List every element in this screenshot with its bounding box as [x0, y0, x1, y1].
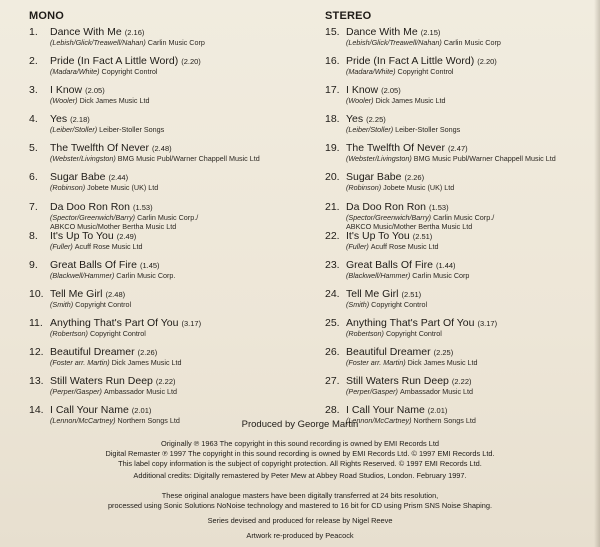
track-writers: (Perper/Gasper) [346, 387, 398, 397]
track-publisher: Acuff Rose Music Ltd [370, 241, 439, 251]
track-writers: (Leiber/Stoller) [50, 125, 98, 135]
track-duration: (2.51) [412, 231, 433, 241]
track-title-text: The Twelfth Of Never [50, 142, 150, 155]
track-title-text: I Call Your Name [346, 404, 425, 417]
track-duration: (2.26) [404, 173, 425, 183]
track-title-text: Still Waters Run Deep [50, 375, 153, 388]
track-writers: (Robertson) [346, 328, 384, 338]
track-number: 5. [29, 142, 38, 155]
track-publisher: Carlin Music Corp [443, 38, 501, 47]
stereo-column [325, 9, 600, 433]
track-title-text: Still Waters Run Deep [346, 375, 449, 388]
track-row [29, 375, 314, 404]
track-publisher: Dick James Music Ltd [407, 358, 478, 368]
track-row [325, 113, 600, 142]
track-duration: (1.53) [428, 202, 449, 212]
track-number: 23. [325, 258, 340, 271]
track-writers: (Lennon/McCartney) [50, 416, 116, 426]
track-row [325, 259, 600, 288]
track-duration: (2.05) [85, 86, 105, 96]
track-credit [50, 387, 177, 396]
track-publisher-cont: ABKCO Music/Mother Bertha Music Ltd [50, 221, 177, 231]
track-publisher: Carlin Music Corp. [116, 270, 176, 280]
track-row [29, 113, 314, 142]
track-title-text: Da Doo Ron Ron [50, 200, 130, 213]
track-credit [346, 125, 460, 134]
track-number: 1. [29, 26, 38, 38]
track-credit [50, 125, 164, 134]
track-number: 6. [29, 171, 38, 184]
track-duration: (2.22) [155, 377, 176, 387]
track-row [325, 142, 600, 171]
track-number: 24. [325, 287, 340, 300]
track-number: 7. [29, 200, 38, 213]
track-duration: (2.25) [433, 348, 454, 358]
track-number: 18. [325, 113, 340, 126]
track-writers: (Smith) [346, 299, 370, 309]
track-credit [50, 67, 157, 76]
track-publisher: Carlin Music Corp [147, 38, 205, 47]
track-title-text: Tell Me Girl [346, 287, 399, 300]
track-title-text: I Know [346, 84, 379, 97]
track-credit [50, 183, 158, 192]
track-publisher: Carlin Music Corp./ [433, 212, 495, 222]
track-writers: (Spector/Greenwich/Barry) [346, 212, 432, 222]
track-number: 8. [29, 229, 38, 242]
track-duration: (1.53) [132, 202, 153, 212]
track-writers: (Blackwell/Hammer) [50, 270, 115, 280]
track-title-text: Pride (In Fact A Little Word) [50, 55, 179, 68]
track-writers: (Foster arr. Martin) [50, 358, 110, 368]
track-publisher: Jobete Music (UK) Ltd [87, 183, 159, 193]
track-publisher: Copyright Control [397, 67, 454, 77]
track-title-text: Dance With Me [346, 26, 418, 38]
track-publisher: Dick James Music Ltd [375, 96, 446, 106]
track-number: 20. [325, 171, 340, 184]
track-publisher: Copyright Control [75, 299, 132, 309]
track-duration: (2.25) [366, 115, 386, 125]
track-writers: (Wooler) [50, 96, 78, 106]
track-title-text: I Call Your Name [50, 404, 129, 417]
track-row [29, 317, 314, 346]
track-title-text: Pride (In Fact A Little Word) [346, 55, 475, 68]
track-number: 16. [325, 55, 340, 68]
track-number: 3. [29, 84, 38, 97]
track-writers: (Leiber/Stoller) [346, 125, 394, 135]
track-duration: (2.47) [448, 144, 468, 154]
track-row [325, 84, 600, 113]
track-row [29, 201, 314, 230]
track-number: 4. [29, 113, 38, 126]
track-credit [50, 38, 205, 47]
track-number: 12. [29, 346, 44, 359]
track-publisher: Copyright Control [89, 328, 146, 338]
track-writers: (Wooler) [346, 96, 374, 106]
track-row [29, 142, 314, 171]
track-row [29, 84, 314, 113]
track-row [325, 346, 600, 375]
track-row [325, 317, 600, 346]
stereo-heading: STEREO [325, 10, 372, 22]
copyright-line-label: This label copy information is the subject of copyright protection. All Rights Reserved. © 1997 EMI Records Ltd. [118, 459, 482, 468]
copyright-line-original: Originally ℗ 1963 The copyright in this sound recording is owned by EMI Records Ltd [160, 439, 440, 448]
track-number: 11. [29, 316, 43, 329]
track-duration: (1.44) [435, 260, 456, 270]
track-publisher: Copyright Control [385, 328, 442, 338]
mono-column [29, 9, 314, 433]
track-writers: (Madara/White) [50, 67, 100, 77]
copyright-line-remaster: Digital Remaster ℗ 1997 The copyright in this sound recording is owned by EMI Records Ltd. © 1997 EMI Records Ltd. [105, 449, 495, 458]
track-writers: (Lebish/Glick/Treawell/Nahan) [346, 38, 442, 47]
track-credit [346, 242, 439, 251]
track-publisher: Acuff Rose Music Ltd [74, 241, 143, 251]
series-credit: Series devised and produced for release by Nigel Reeve [207, 516, 393, 525]
track-number: 13. [29, 375, 44, 388]
track-credit [50, 154, 260, 163]
track-title-text: Yes [50, 113, 68, 126]
track-number: 17. [325, 84, 340, 97]
mono-track-list [29, 26, 314, 433]
track-credit [50, 271, 175, 280]
track-number: 14. [29, 404, 44, 417]
track-duration: (2.22) [451, 377, 472, 387]
track-credit [50, 358, 182, 367]
track-duration: (2.44) [108, 173, 129, 183]
track-number: 27. [325, 375, 340, 388]
track-writers: (Fuller) [346, 241, 369, 251]
track-credit [346, 38, 501, 47]
transfer-notes [0, 491, 600, 511]
track-credit [50, 329, 146, 338]
track-writers: (Webster/Livingston) [346, 154, 412, 164]
track-row [325, 26, 600, 55]
track-number: 28. [325, 404, 340, 417]
copyright-notice [0, 439, 600, 469]
track-writers: (Webster/Livingston) [50, 154, 116, 164]
track-publisher: Leiber-Stoller Songs [395, 125, 461, 135]
track-row [325, 288, 600, 317]
track-credit [346, 300, 427, 309]
track-publisher: Copyright Control [101, 67, 158, 77]
track-number: 22. [325, 229, 340, 242]
track-writers: (Robinson) [50, 183, 86, 193]
track-writers: (Perper/Gasper) [50, 387, 102, 397]
track-publisher: Dick James Music Ltd [79, 96, 150, 106]
track-publisher: Dick James Music Ltd [111, 358, 182, 368]
track-publisher: Jobete Music (UK) Ltd [383, 183, 455, 193]
track-title-text: Dance With Me [50, 26, 122, 38]
track-credit [50, 242, 143, 251]
track-publisher: Northern Songs Ltd [117, 416, 180, 426]
track-row [29, 230, 314, 259]
track-publisher-cont: ABKCO Music/Mother Bertha Music Ltd [346, 221, 473, 231]
artwork-credit: Artwork re-produced by Peacock [246, 531, 354, 540]
track-title-text: Beautiful Dreamer [50, 346, 135, 359]
track-row [29, 26, 314, 55]
track-row [325, 55, 600, 84]
track-duration: (2.51) [401, 289, 422, 299]
track-number: 2. [29, 55, 38, 68]
track-publisher: Leiber-Stoller Songs [99, 125, 165, 135]
track-duration: (2.18) [70, 115, 90, 125]
track-row [29, 55, 314, 84]
track-title-text: Tell Me Girl [50, 287, 103, 300]
track-writers: (Robertson) [50, 328, 88, 338]
track-duration: (2.20) [477, 57, 497, 67]
track-duration: (2.16) [124, 28, 145, 37]
track-credit [346, 213, 494, 231]
track-number: 25. [325, 316, 340, 329]
track-number: 19. [325, 142, 340, 155]
track-publisher: Copyright Control [371, 299, 428, 309]
track-duration: (3.17) [181, 318, 202, 328]
track-writers: (Fuller) [50, 241, 73, 251]
track-writers: (Smith) [50, 299, 74, 309]
track-writers: (Blackwell/Hammer) [346, 270, 411, 280]
track-number: 21. [325, 200, 340, 213]
track-credit [50, 213, 198, 231]
track-publisher: BMG Music Publ/Warner Chappell Music Ltd [413, 154, 556, 164]
track-credit [346, 387, 473, 396]
track-writers: (Spector/Greenwich/Barry) [50, 212, 136, 222]
track-title-text: Anything That's Part Of You [50, 316, 179, 329]
track-duration: (2.48) [152, 144, 172, 154]
track-title-text: It's Up To You [50, 229, 114, 242]
track-publisher: Ambassador Music Ltd [399, 387, 474, 397]
track-duration: (2.15) [420, 28, 441, 37]
track-publisher: Carlin Music Corp [412, 270, 470, 280]
track-duration: (2.05) [381, 86, 401, 96]
track-credit [346, 154, 556, 163]
track-credit [346, 271, 469, 280]
track-writers: (Lebish/Glick/Treawell/Nahan) [50, 38, 146, 47]
track-duration: (1.45) [139, 260, 160, 270]
track-publisher: Northern Songs Ltd [413, 416, 476, 426]
track-credit [50, 300, 131, 309]
track-duration: (2.48) [105, 289, 126, 299]
track-row [325, 375, 600, 404]
track-duration: (2.01) [131, 406, 152, 416]
track-number: 26. [325, 346, 340, 359]
track-credit [346, 329, 442, 338]
track-duration: (2.01) [427, 406, 448, 416]
track-number: 9. [29, 258, 38, 271]
track-number: 10. [29, 287, 44, 300]
track-title-text: Yes [346, 113, 364, 126]
track-row [325, 171, 600, 200]
track-row [325, 201, 600, 230]
track-title-text: Great Balls Of Fire [50, 258, 137, 271]
track-writers: (Madara/White) [346, 67, 396, 77]
track-title-text: Beautiful Dreamer [346, 346, 431, 359]
track-title-text: Sugar Babe [50, 171, 106, 184]
track-publisher: Ambassador Music Ltd [103, 387, 178, 397]
track-title-text: Sugar Babe [346, 171, 402, 184]
track-credit [50, 96, 149, 105]
track-credit [346, 67, 453, 76]
track-credit [346, 96, 445, 105]
transfer-line-1: These original analogue masters have been digitally transferred at 24 bits resolution, [161, 491, 439, 500]
track-credit [346, 183, 454, 192]
track-row [325, 230, 600, 259]
track-title-text: Da Doo Ron Ron [346, 200, 426, 213]
track-credit [346, 358, 478, 367]
mono-heading: MONO [29, 10, 65, 22]
track-publisher: Carlin Music Corp./ [137, 212, 199, 222]
track-duration: (3.17) [477, 318, 498, 328]
track-title-text: Great Balls Of Fire [346, 258, 433, 271]
track-number: 15. [325, 26, 340, 38]
track-title-text: It's Up To You [346, 229, 410, 242]
track-title-text: The Twelfth Of Never [346, 142, 446, 155]
track-writers: (Robinson) [346, 183, 382, 193]
track-publisher: BMG Music Publ/Warner Chappell Music Ltd [117, 154, 260, 164]
track-row [29, 288, 314, 317]
producer-credit: Produced by George Martin [241, 419, 359, 430]
track-row [29, 171, 314, 200]
track-duration: (2.26) [137, 348, 158, 358]
track-writers: (Lennon/McCartney) [346, 416, 412, 426]
track-row [29, 259, 314, 288]
stereo-track-list [325, 26, 600, 433]
track-title-text: Anything That's Part Of You [346, 316, 475, 329]
track-row [29, 346, 314, 375]
track-duration: (2.20) [181, 57, 201, 67]
track-writers: (Foster arr. Martin) [346, 358, 406, 368]
additional-credits: Additional credits: Digitally remastered by Peter Mew at Abbey Road Studios, London. February 1997. [133, 471, 467, 480]
track-duration: (2.49) [116, 231, 137, 241]
track-title-text: I Know [50, 84, 83, 97]
transfer-line-2: processed using Sonic Solutions NoNoise technology and mastered to 16 bit for CD using Prism SNS Noise Shaping. [107, 501, 493, 510]
